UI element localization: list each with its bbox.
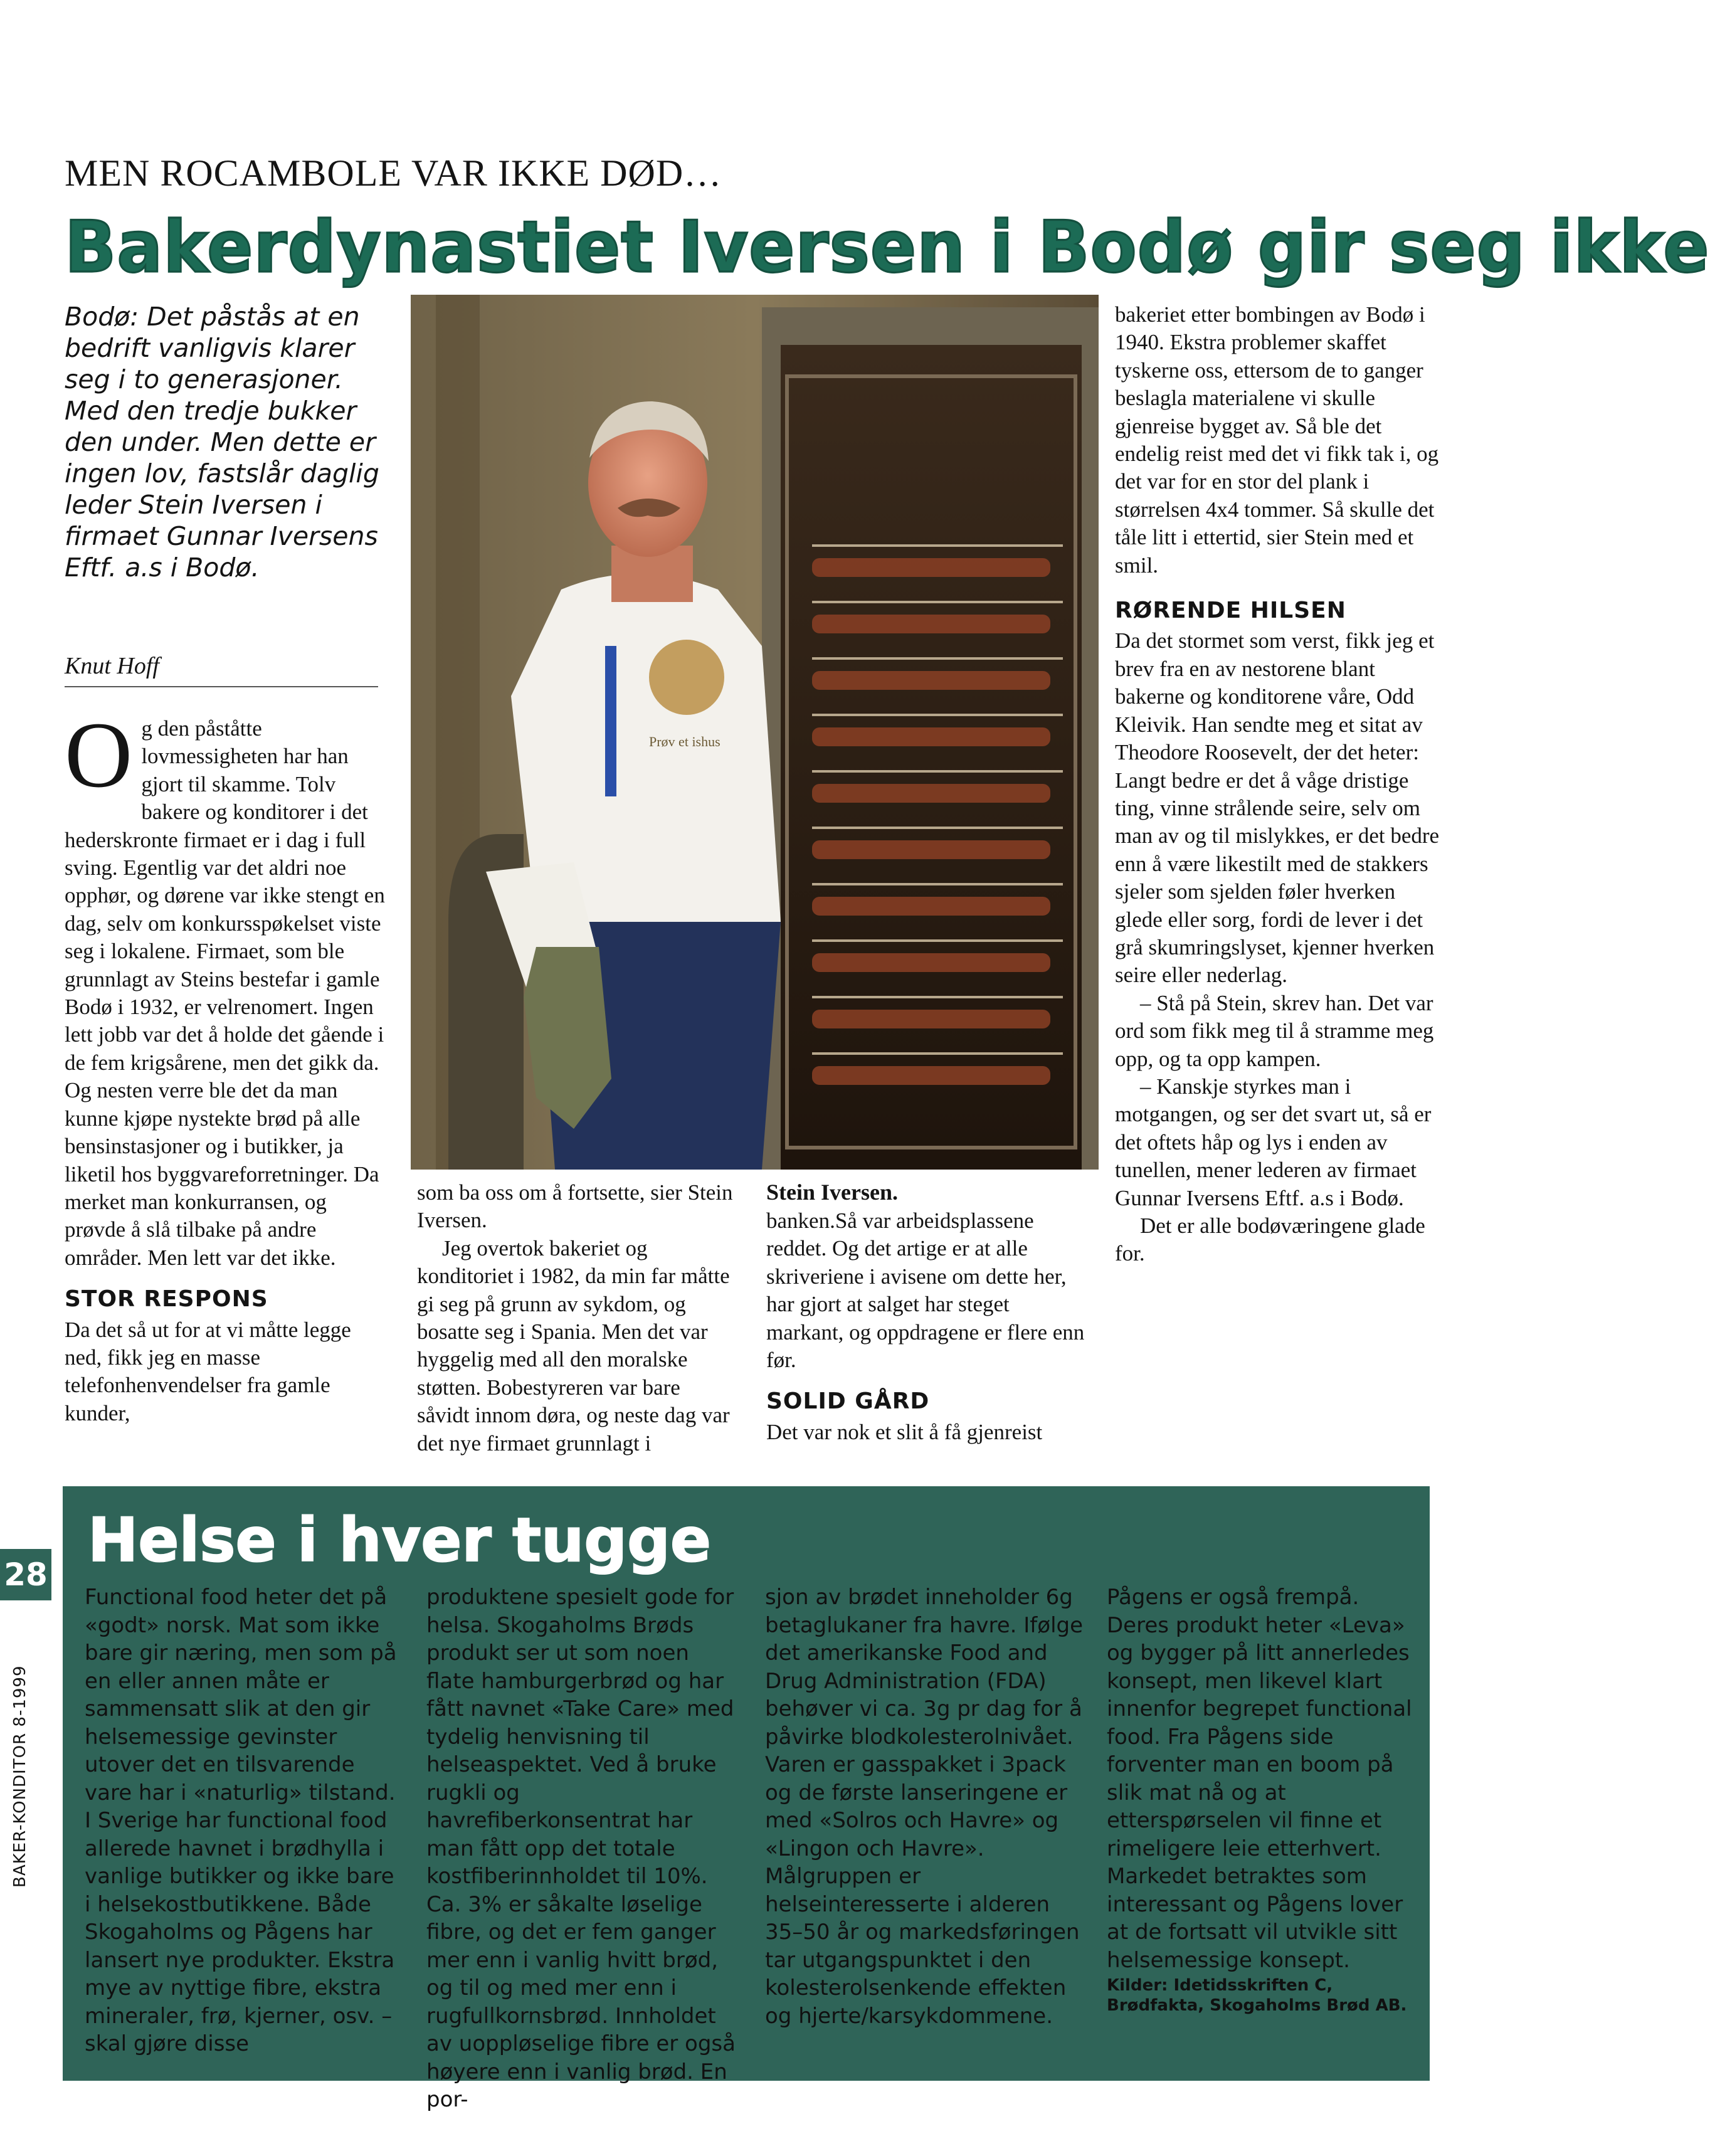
kicker: MEN ROCAMBOLE VAR IKKE DØD…: [65, 152, 722, 194]
col4-paragraph-4: – Kanskje styrkes man i motgangen, og ser det svart ut, så er det oftets håp og lys i enden av tunellen, mener lederen av firmaet Gunnar Iversens Eftf. a.s i Bodø.: [1115, 1074, 1432, 1210]
shirt-print-text: Prøv et ishus: [649, 734, 720, 749]
photo-baker-oven: [411, 295, 1099, 1170]
publication-footer: BAKER-KONDITOR 8-1999: [11, 1665, 29, 1888]
col4-paragraph-3: – Stå på Stein, skrev han. Det var ord som fikk meg til å stramme meg opp, og ta opp kampen.: [1115, 990, 1434, 1071]
headline: Bakerdynastiet Iversen i Bodø gir seg ikke: [65, 206, 1710, 289]
col3-paragraph-1: banken.Så var arbeidsplassene reddet. Og det artige er at alle skriveriene i avisene om dette her, har gjort at salget har steget markant, og oppdragene er flere enn før.: [766, 1208, 1085, 1373]
subhead-stor-respons: STOR RESPONS: [65, 1286, 268, 1313]
fact-box-title: Helse i hver tugge: [88, 1505, 711, 1575]
fact-box-column-2: produktene spesielt gode for helsa. Skogaholms Brøds produkt ser ut som noen flate hamburgerbrød og har fått navnet «Take Care» med tydelig henvisning til helseaspektet. Ved å bruke rugkli og havrefiberkonsentrat har man fått opp det totale kostfiberinnholdet til 10%. Ca. 3% er såkalte løselige fibre, og det er fem ganger mer enn i vanlig hvitt brød, og til og med mer enn i rugfullkornsbrød. Innholdet av uoppløselige fibre er også høyere enn i vanlig brød. En por-: [426, 1585, 736, 2112]
subhead-rorende-hilsen: RØRENDE HILSEN: [1115, 598, 1346, 624]
col2-paragraph-1: som ba oss om å fortsette, sier Stein Iversen.: [417, 1180, 733, 1233]
fact-box-column-1: Functional food heter det på «godt» norsk. Mat som ikke bare gir næring, men som på en eller annen måte er sammensatt slik at den gir helsemessige gevinster utover det en tilsvarende vare har i «naturlig» tilstand. I Sverige har functional food allerede havnet i brødhylla i vanlige butikker og ikke bare i helsekostbutikkene. Både Skogaholms og Pågens har lansert nye produkter. Ekstra mye av nyttige fibre, ekstra mineraler, frø, kjerner, osv. – skal gjøre disse: [85, 1585, 397, 2056]
article-column-2: [417, 1179, 737, 1457]
drop-cap: O: [65, 703, 133, 807]
fact-box-column-4-text: Pågens er også frempå. Deres produkt heter «Leva» og bygger på litt annerledes konsept, men likevel klart innenfor begrepet functional food. Fra Pågens side forventer man en boom på slik mat nå og at etterspørselen vil finne et rimeligere leie etterhvert. Markedet betraktes som interessant og Pågens lover at de fortsatt vil utvikle sitt helsemessige konsept.: [1107, 1585, 1412, 1973]
fact-box-column-3: sjon av brødet inneholder 6g betaglukaner fra havre. Ifølge det amerikanske Food and Drug Administration (FDA) behøver vi ca. 3g pr dag for å påvirke blodkolesterolnivået. Varen er gasspakket i 3pack og de første lanseringene er med «Solros och Havre» og «Lingon och Havre». Målgruppen er helseinteresserte i alderen 35–50 år og markedsføringen tar utgangspunktet i den kolesterolsenkende effekten og hjerte/karsykdommene.: [765, 1585, 1084, 2029]
article-column-1: [65, 703, 391, 1427]
col4-paragraph-5: Det er alle bodøværingene glade for.: [1115, 1213, 1425, 1266]
col1-paragraph-2: Da det så ut for at vi måtte legge ned, fikk jeg en masse telefonhenvendelser fra gamle kunder,: [65, 1317, 351, 1425]
col4-paragraph-1: bakeriet etter bombingen av Bodø i 1940. Ekstra problemer skaffet tyskerne oss, ettersom de to ganger beslagla materialene vi skulle gjenreise bygget av. Så ble det endelig reist med det vi fikk tak i, og det var for en stor del plank i størrelsen 4x4 tommer. Så skulle det tåle litt i ettertid, sier Stein med et smil.: [1115, 302, 1439, 578]
col1-paragraph-1: g den påståtte lovmessigheten har han gjort til skamme. Tolv bakere og konditorer i det hederskronte firmaet er i dag i full sving. Egentlig var det aldri noe opphør, og dørene var ikke stengt en dag, selv om konkursspøkelset viste seg i lokalene. Firmaet, som ble grunnlagt av Steins bestefar i gamle Bodø i 1932, er velrenomert. Ingen lett jobb var det å holde det gående i de fem krigsårene, men det gikk da. Og nesten verre ble det da man kunne kjøpe nystekte brød på alle bensinstasjoner og i butikker, ja liketil hos byggvareforretninger. Da merket man konkurransen, og prøvde å slå tilbake på andre områder. Men lett var det ikke.: [65, 716, 385, 1270]
col4-paragraph-2: Da det stormet som verst, fikk jeg et brev fra en av nestorene blant bakerne og konditorene våre, Odd Kleivik. Han sendte meg et sitat av Theodore Roosevelt, der det heter: Langt bedre er det å våge dristige ting, vinne strålende seire, selv om man av og til mislykkes, er det bedre enn å være likestilt med de stakkers sjeler som sjelden føler hverken glede eller sorg, fordi de lever i det grå skumringslyset, kjenner hverken seire eller nederlag.: [1115, 628, 1440, 988]
byline: Knut Hoff: [65, 652, 378, 687]
article-column-4: [1115, 301, 1441, 1268]
fact-box-sources: Kilder: Idetidsskriften C, Brødfakta, Skogaholms Brød AB.: [1107, 1976, 1407, 2015]
lead-paragraph: Bodø: Det påstås at en bedrift vanligvis klarer seg i to generasjoner. Med den tredje bukker den under. Men dette er ingen lov, fastslår daglig leder Stein Iversen i firmaet Gunnar Iversens Eftf. a.s i Bodø.: [65, 302, 379, 583]
col3-paragraph-2: Det var nok et slit å få gjenreist: [766, 1419, 1043, 1444]
col2-paragraph-2: Jeg overtok bakeriet og konditoriet i 1982, da min far måtte gi seg på grunn av sykdom, og bosatte seg i Spania. Men det var hyggelig med all den moralske støtten. Bobestyreren var bare såvidt innom døra, og neste dag var det nye firmaet grunnlagt i: [417, 1235, 730, 1456]
fact-box-column-4: [1107, 1583, 1420, 2016]
page-number: 28: [0, 1549, 51, 1600]
photo-caption: Stein Iversen.: [766, 1180, 898, 1205]
article-column-3: [766, 1207, 1086, 1446]
subhead-solid-gard: SOLID GÅRD: [766, 1388, 930, 1415]
